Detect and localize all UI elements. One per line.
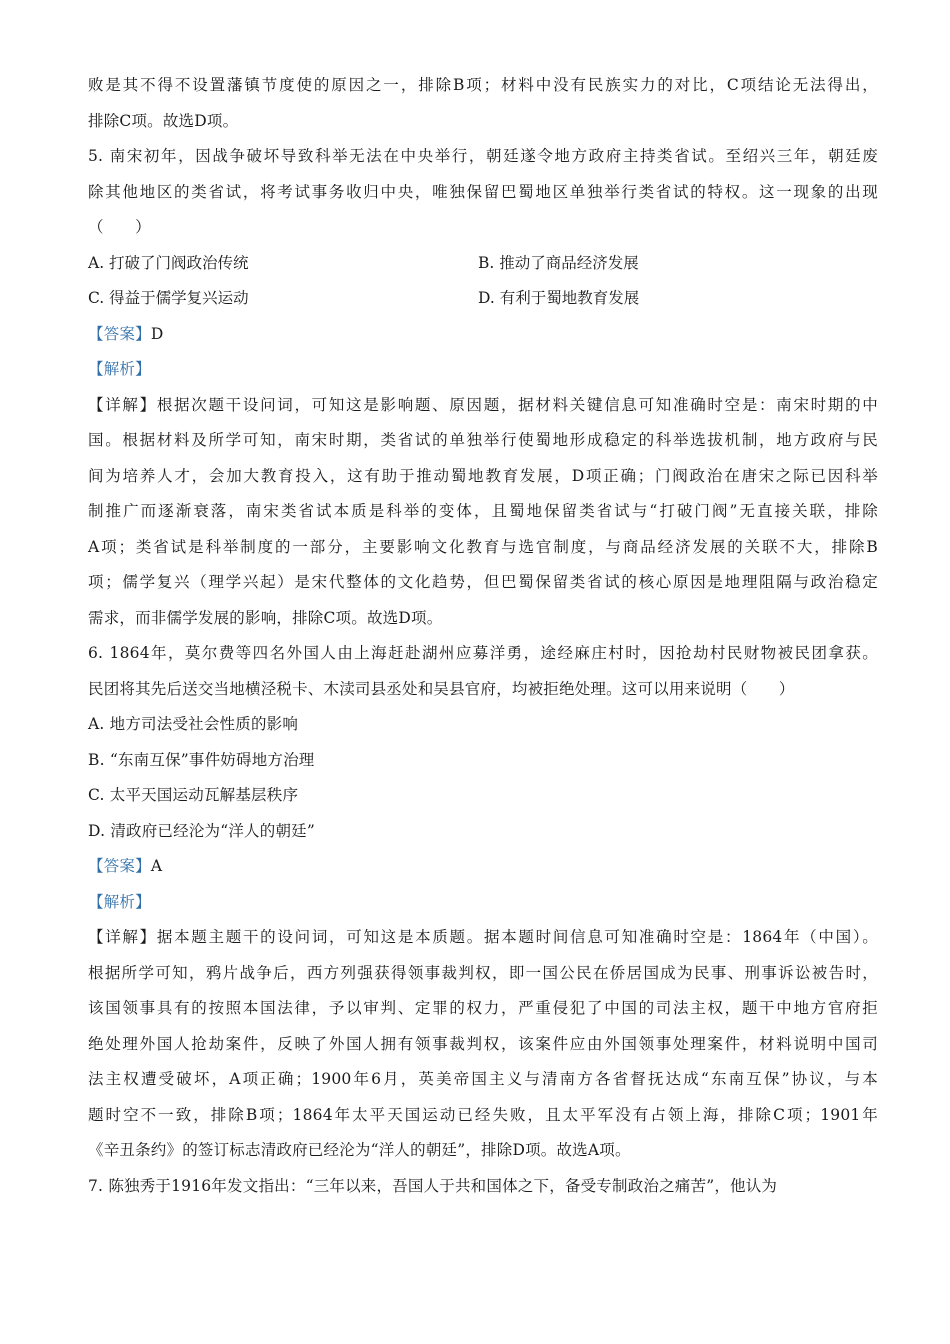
- q5-option-c: C. 得益于儒学复兴运动: [88, 289, 249, 307]
- q5-detail-tag: 【详解】: [88, 395, 157, 414]
- q5-analysis-tag: 【解析】: [88, 360, 151, 378]
- q5-detail-line-6: 项；儒学复兴（理学兴起）是宋代整体的文化趋势，但巴蜀保留类省试的核心原因是地理阻隔与政治稳定: [88, 573, 878, 591]
- q5-option-d: D. 有利于蜀地教育发展: [478, 289, 640, 307]
- question-6: [88, 636, 878, 1169]
- q5-detail-line-5: A项；类省试是科举制度的一部分，主要影响文化教育与选官制度，与商品经济发展的关联不大，排除B: [88, 537, 878, 556]
- q6-analysis: [88, 885, 878, 921]
- q7-stem-line-1: 7. 陈独秀于1916年发文指出：“三年以来，吾国人于共和国体之下，备受专制政治之痛苦”，他认为: [88, 1176, 778, 1195]
- q5-detail-line-2: 国。根据材料及所学可知，南宋时期，类省试的单独举行使蜀地形成稳定的科举选拔机制，地方政府与民: [88, 431, 878, 449]
- q6-stem-line-1: 6. 1864年，莫尔费等四名外国人由上海赶赴湖州应募洋勇，途经麻庄村时，因抢劫村民财物被民团拿获。: [88, 644, 878, 662]
- q6-detail-line-5: 法主权遭受破坏，A项正确；1900年6月，英美帝国主义与清南方各省督抚达成“东南互保”协议，与本: [88, 1070, 878, 1088]
- q5-answer-tag: 【答案】: [88, 324, 151, 343]
- q5-detail-line-3: 间为培养人才，会加大教育投入，这有助于推动蜀地教育发展，D项正确；门阀政治在唐宋之际已因科举: [88, 466, 878, 485]
- q5-options-row-1: [88, 246, 878, 282]
- exam-page: [88, 68, 878, 1204]
- q6-detail-line-1: [88, 920, 878, 956]
- q6-detail-line-4: 绝处理外国人抢劫案件，反映了外国人拥有领事裁判权，该案件应由外国领事处理案件，材料说明中国司: [88, 1034, 878, 1053]
- q6-detail-text-1: 据本题主题干的设问词，可知这是本质题。据本题时间信息可知准确时空是：1864年（中国）。: [156, 928, 878, 946]
- q6-detail-tag: 【详解】: [88, 928, 157, 946]
- q5-stem-line-2: 除其他地区的类省试，将考试事务收归中央，唯独保留巴蜀地区单独举行类省试的特权。这一现象的出现: [88, 182, 878, 201]
- q6-answer-tag: 【答案】: [88, 857, 151, 875]
- continuation-line-2: 排除C项。故选D项。: [88, 111, 239, 130]
- q6-detail-line-6: 题时空不一致，排除B项；1864年太平天国运动已经失败，且太平军没有占领上海，排除C项；1901年: [88, 1105, 878, 1124]
- q6-option-b: B. “东南互保”事件妨碍地方治理: [88, 750, 315, 769]
- q5-options-row-2: [88, 281, 878, 317]
- q5-option-a: A. 打破了门阀政治传统: [88, 253, 249, 272]
- q5-stem-line-3: （ ）: [88, 218, 151, 236]
- q6-detail-line-7: 《辛丑条约》的签订标志清政府已经沦为“洋人的朝廷”，排除D项。故选A项。: [88, 1141, 631, 1159]
- q5-analysis: [88, 352, 878, 388]
- q6-option-c: C. 太平天国运动瓦解基层秩序: [88, 786, 299, 804]
- q6-analysis-tag: 【解析】: [88, 892, 151, 911]
- q6-answer: [88, 849, 878, 885]
- q5-detail-line-7: 需求，而非儒学发展的影响，排除C项。故选D项。: [88, 608, 443, 627]
- q5-option-b: B. 推动了商品经济发展: [478, 253, 639, 272]
- q5-answer: [88, 317, 878, 353]
- q6-detail-line-2: 根据所学可知，鸦片战争后，西方列强获得领事裁判权，即一国公民在侨居国成为民事、刑事诉讼被告时，: [88, 963, 878, 982]
- q6-option-d: D. 清政府已经沦为“洋人的朝廷”: [88, 821, 315, 840]
- q6-stem-line-2: 民团将其先后送交当地横泾税卡、木渎司县丞处和吴县官府，均被拒绝处理。这可以用来说明（ ）: [88, 679, 795, 698]
- q6-detail-line-3: 该国领事具有的按照本国法律，予以审判、定罪的权力，严重侵犯了中国的司法主权，题干中地方官府拒: [88, 999, 878, 1017]
- q5-answer-value: D: [150, 324, 164, 343]
- q6-option-a: A. 地方司法受社会性质的影响: [88, 715, 299, 733]
- question-7: [88, 1169, 878, 1205]
- q5-detail-line-4: 制推广而逐渐衰落，南宋类省试本质是科举的变体，且蜀地保留类省试与“打破门阀”无直接关联，排除: [88, 502, 878, 520]
- q5-detail-text-1: 根据次题干设问词，可知这是影响题、原因题，据材料关键信息可知准确时空是：南宋时期的中: [156, 395, 878, 414]
- continuation-line-1: 败是其不得不设置藩镇节度使的原因之一，排除B项；材料中没有民族实力的对比，C项结论无法得出，: [88, 76, 878, 94]
- q5-detail-line-1: [88, 388, 878, 424]
- q6-answer-value: A: [150, 857, 163, 875]
- q5-stem-line-1: 5. 南宋初年，因战争破坏导致科举无法在中央举行，朝廷遂令地方政府主持类省试。至绍兴三年，朝廷废: [88, 147, 878, 165]
- question-5: [88, 139, 878, 636]
